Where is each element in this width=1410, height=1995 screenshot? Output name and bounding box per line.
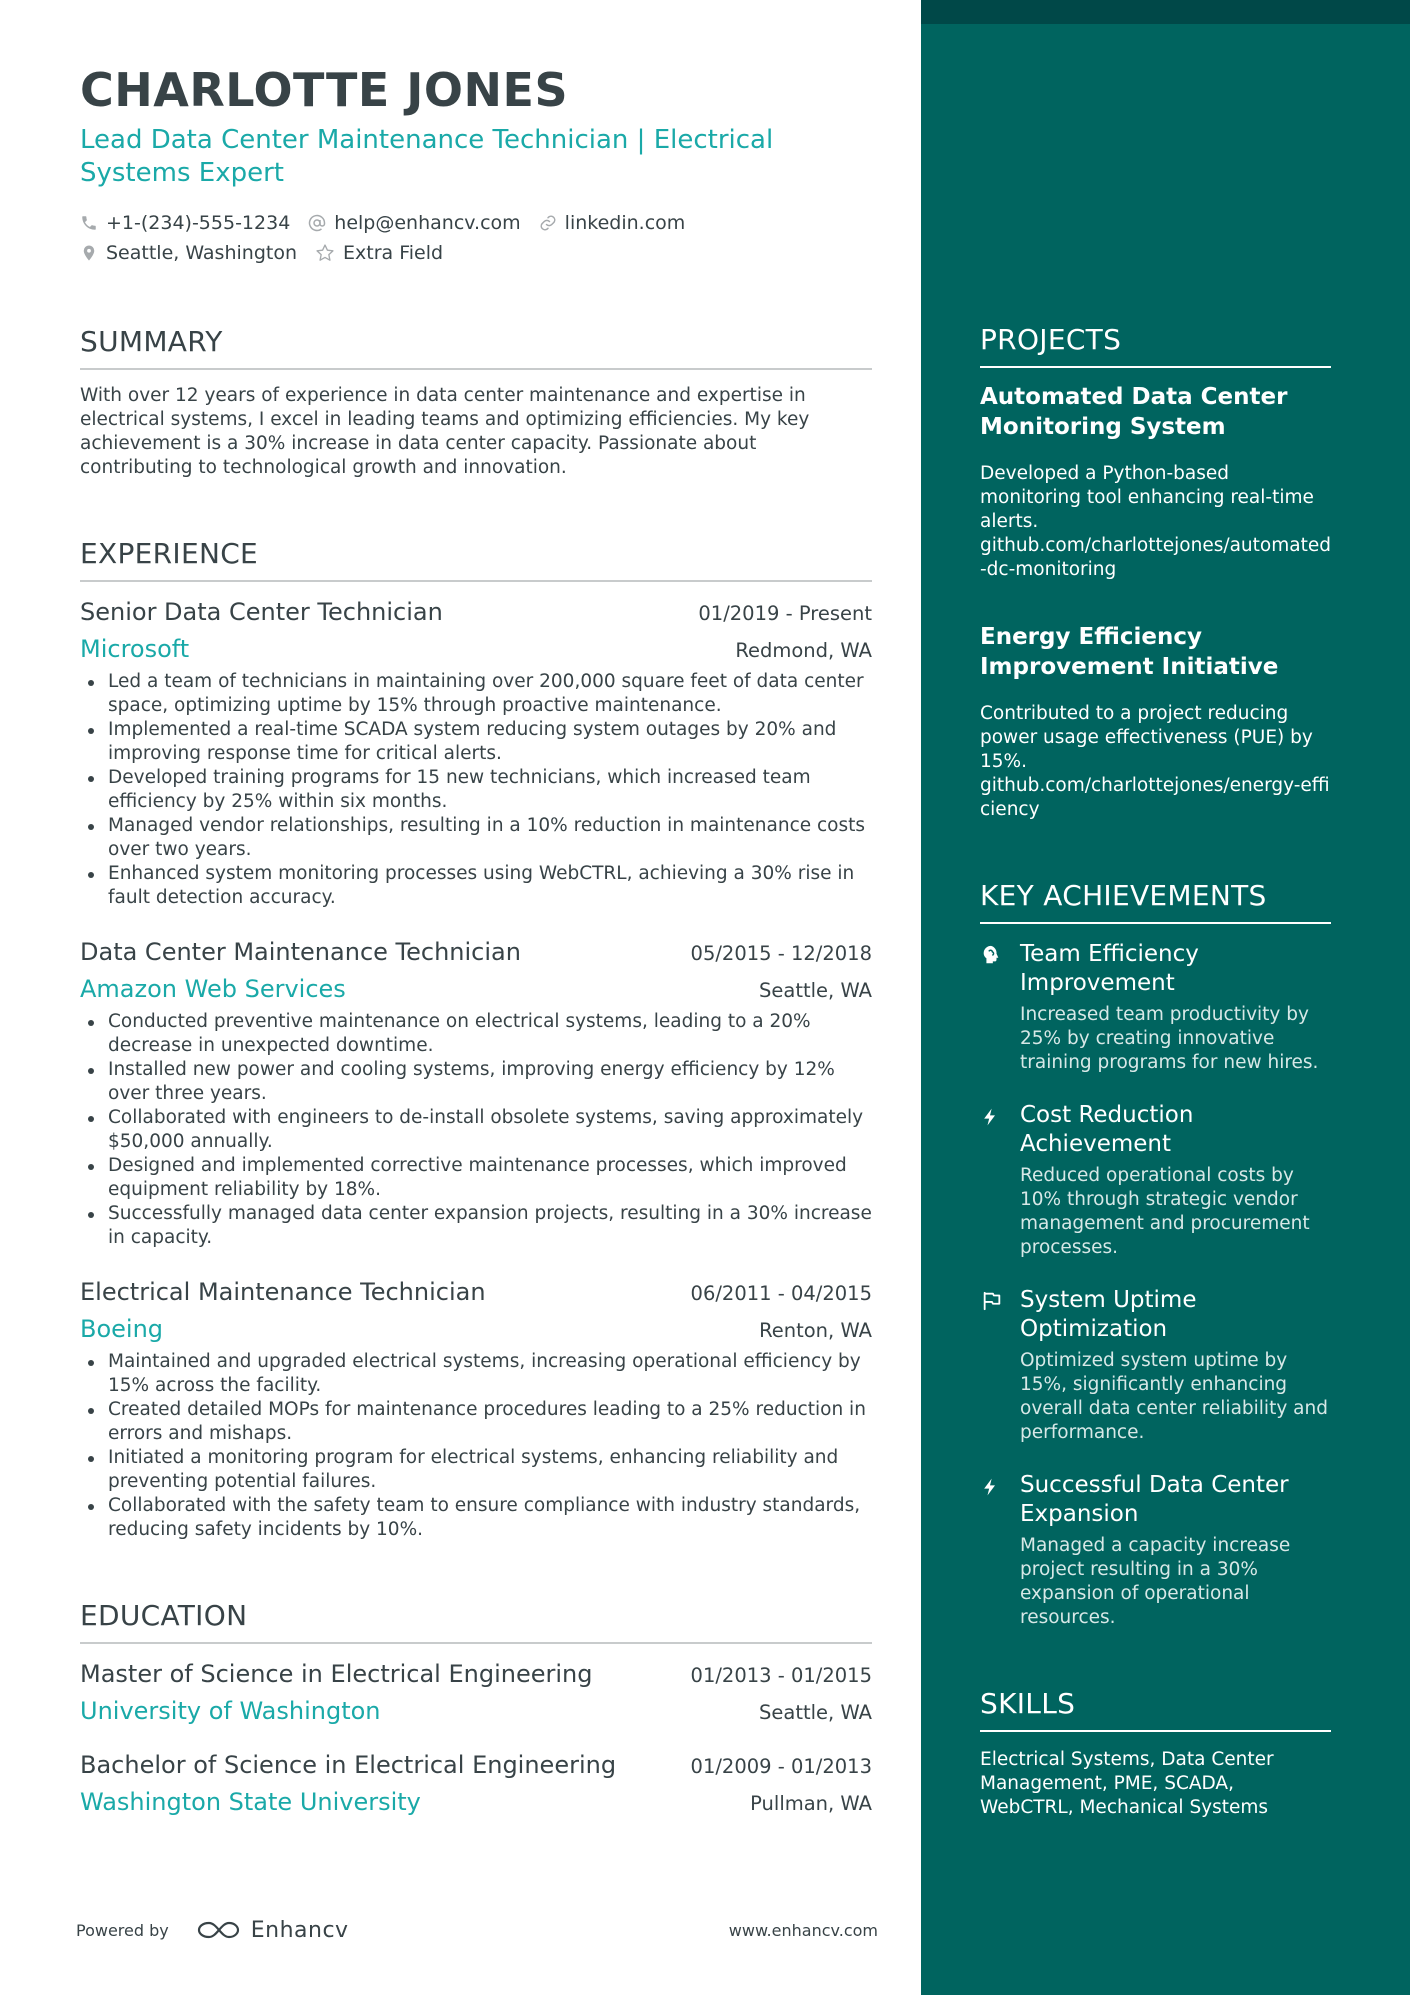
at-icon: [308, 214, 326, 232]
candidate-headline: [80, 124, 800, 190]
bullet-item: Conducted preventive maintenance on electrical systems, leading to a 20% decrease in unexpected downtime.: [80, 1010, 872, 1058]
experience-item: [80, 596, 872, 910]
sidebar-top-bar: [921, 0, 1410, 24]
brand-name: Enhancv: [250, 1917, 349, 1943]
project-desc-text: Contributed to a project reducing power usage effectiveness (PUE) by 15%.: [980, 703, 1313, 772]
contact-location: [80, 242, 297, 264]
contact-row-2: [80, 238, 872, 268]
bullet-item: Managed vendor relationships, resulting in a 10% reduction in maintenance costs over two years.: [80, 814, 872, 862]
achievements-section: [980, 878, 1331, 1630]
section-divider: [980, 922, 1331, 924]
job-bullets: [80, 1350, 872, 1542]
experience-item: [80, 936, 872, 1250]
degree-title: Master of Science in Electrical Engineering: [80, 1660, 593, 1688]
contact-email[interactable]: [308, 212, 520, 234]
section-divider: [80, 1642, 872, 1644]
bullet-item: Enhanced system monitoring processes using WebCTRL, achieving a 30% rise in fault detection accuracy.: [80, 862, 872, 910]
job-dates: 06/2011 - 04/2015: [690, 1282, 872, 1305]
edu-header-row: [80, 1749, 872, 1781]
achievement-item: [980, 1101, 1331, 1260]
star-icon: [315, 243, 335, 263]
job-header-row: [80, 1276, 872, 1308]
achievement-item: [980, 1286, 1331, 1445]
achievement-body: [1020, 1101, 1331, 1260]
education-item: [80, 1658, 872, 1727]
achievement-icon-wrap: [980, 1471, 1020, 1630]
sidebar-content: [980, 322, 1331, 1820]
bullet-item: Maintained and upgraded electrical systems, increasing operational efficiency by 15% across the facility.: [80, 1350, 872, 1398]
powered-by[interactable]: [76, 1918, 349, 1943]
website-link[interactable]: www.enhancv.com: [728, 1920, 878, 1940]
bullet-item: Initiated a monitoring program for electrical systems, enhancing reliability and preventing potential failures.: [80, 1446, 872, 1494]
job-header-row: [80, 936, 872, 968]
education-section: [80, 1598, 872, 1818]
achievement-description: Reduced operational costs by 10% through strategic vendor management and procurement processes.: [1020, 1165, 1310, 1258]
project-desc-text: Developed a Python-based monitoring tool enhancing real-time alerts.: [980, 463, 1314, 532]
job-title: Data Center Maintenance Technician: [80, 938, 521, 966]
lightning-icon: [980, 1105, 1000, 1129]
job-company[interactable]: Boeing: [80, 1315, 164, 1343]
job-location: Renton, WA: [759, 1319, 872, 1342]
achievement-description: Increased team productivity by 25% by creating innovative training programs for new hires.: [1020, 1004, 1319, 1073]
achievement-title: System Uptime Optimization: [1020, 1287, 1197, 1342]
bullet-item: Designed and implemented corrective maintenance processes, which improved equipment reliability by 18%.: [80, 1154, 872, 1202]
achievement-description: Optimized system uptime by 15%, significantly enhancing overall data center reliability and performance.: [1020, 1350, 1328, 1443]
edu-school-row: [80, 1781, 872, 1818]
extra-field-text: Extra Field: [343, 242, 444, 264]
section-divider: [980, 366, 1331, 368]
lightning-icon: [980, 1475, 1000, 1499]
project-link[interactable]: github.com/charlottejones/automated-dc-monitoring: [980, 535, 1331, 580]
contact-linkedin[interactable]: [539, 212, 686, 234]
summary-section: [80, 324, 872, 480]
enhancv-logo-icon: [195, 1918, 243, 1942]
job-bullets: [80, 1010, 872, 1250]
achievement-title: Successful Data Center Expansion: [1020, 1472, 1289, 1527]
bullet-item: Created detailed MOPs for maintenance procedures leading to a 25% reduction in errors and mishaps.: [80, 1398, 872, 1446]
headline-line-1: Lead Data Center Maintenance Technician | Electrical: [80, 125, 774, 155]
email-text: help@enhancv.com: [334, 212, 521, 234]
job-header-row: [80, 596, 872, 628]
section-title-skills: SKILLS: [980, 1687, 1076, 1720]
achievement-body: [1020, 1286, 1331, 1445]
experience-section: [80, 536, 872, 1542]
achievement-icon-wrap: [980, 1101, 1020, 1260]
achievement-icon-wrap: [980, 1286, 1020, 1445]
project-title: Energy Efficiency Improvement Initiative: [980, 624, 1279, 680]
candidate-name: CHARLOTTE JONES: [80, 63, 569, 117]
project-item: [980, 382, 1331, 582]
bullet-item: Implemented a real-time SCADA system reducing system outages by 20% and improving response time for critical alerts.: [80, 718, 872, 766]
school-name[interactable]: University of Washington: [80, 1697, 381, 1725]
edu-location: Pullman, WA: [750, 1792, 872, 1815]
achievement-description: Managed a capacity increase project resulting in a 30% expansion of operational resources.: [1020, 1535, 1291, 1628]
job-title: Electrical Maintenance Technician: [80, 1278, 486, 1306]
bullet-item: Developed training programs for 15 new technicians, which increased team efficiency by 25% within six months.: [80, 766, 872, 814]
bullet-item: Successfully managed data center expansion projects, resulting in a 30% increase in capacity.: [80, 1202, 872, 1250]
flag-icon: [980, 1290, 1004, 1312]
project-description: [980, 462, 1331, 582]
location-pin-icon: [80, 243, 98, 263]
sidebar: [921, 0, 1410, 1995]
section-divider: [980, 1730, 1331, 1732]
contact-row-1: [80, 208, 872, 238]
contact-phone[interactable]: [80, 212, 290, 234]
section-divider: [80, 580, 872, 582]
edu-header-row: [80, 1658, 872, 1690]
brain-icon: [980, 944, 1002, 966]
job-dates: 05/2015 - 12/2018: [690, 942, 872, 965]
job-company[interactable]: Amazon Web Services: [80, 975, 346, 1003]
section-title-projects: PROJECTS: [980, 323, 1122, 356]
degree-title: Bachelor of Science in Electrical Engineering: [80, 1751, 617, 1779]
bullet-item: Led a team of technicians in maintaining over 200,000 square feet of data center space, optimizing uptime by 15% through proactive maintenance.: [80, 670, 872, 718]
main-column: [80, 62, 872, 1818]
link-icon: [539, 214, 557, 232]
achievement-body: [1020, 940, 1331, 1075]
powered-by-label: Powered by: [76, 1920, 169, 1940]
bullet-item: Installed new power and cooling systems, improving energy efficiency by 12% over three years.: [80, 1058, 872, 1106]
projects-section: [980, 322, 1331, 822]
achievement-item: [980, 1471, 1331, 1630]
edu-school-row: [80, 1690, 872, 1727]
bullet-item: Collaborated with engineers to de-install obsolete systems, saving approximately $50,000 annually.: [80, 1106, 872, 1154]
section-title-education: EDUCATION: [80, 1599, 248, 1632]
section-title-summary: SUMMARY: [80, 325, 223, 358]
project-link[interactable]: github.com/charlottejones/energy-efficiency: [980, 775, 1330, 820]
section-title-experience: EXPERIENCE: [80, 537, 259, 570]
job-location: Seattle, WA: [759, 979, 872, 1002]
location-text: Seattle, Washington: [106, 242, 297, 264]
headline-line-2: Systems Expert: [80, 158, 284, 188]
achievement-icon-wrap: [980, 940, 1020, 1075]
job-company[interactable]: Microsoft: [80, 635, 190, 663]
achievement-item: [980, 940, 1331, 1075]
bullet-item: Collaborated with the safety team to ensure compliance with industry standards, reducing safety incidents by 10%.: [80, 1494, 872, 1542]
school-name[interactable]: Washington State University: [80, 1788, 421, 1816]
job-company-row: [80, 628, 872, 665]
achievement-title: Team Efficiency Improvement: [1020, 941, 1199, 996]
edu-dates: 01/2009 - 01/2013: [690, 1755, 872, 1778]
summary-text: With over 12 years of experience in data center maintenance and expertise in electrical systems, I excel in leading teams and optimizing efficiencies. My key achievement is a 30% increase in data center capacity. Passionate about contributing to technological growth and innovation.: [80, 385, 810, 478]
phone-icon: [80, 214, 98, 232]
skills-section: [980, 1686, 1331, 1820]
section-divider: [80, 368, 872, 370]
edu-dates: 01/2013 - 01/2015: [690, 1664, 872, 1687]
job-title: Senior Data Center Technician: [80, 598, 443, 626]
linkedin-text: linkedin.com: [564, 212, 686, 234]
achievement-body: [1020, 1471, 1331, 1630]
project-item: [980, 622, 1331, 822]
experience-item: [80, 1276, 872, 1542]
job-location: Redmond, WA: [735, 639, 872, 662]
job-company-row: [80, 968, 872, 1005]
job-bullets: [80, 670, 872, 910]
education-item: [80, 1749, 872, 1818]
phone-text: +1-(234)-555-1234: [106, 212, 291, 234]
project-title: Automated Data Center Monitoring System: [980, 384, 1288, 440]
contact-info: [80, 208, 872, 268]
edu-location: Seattle, WA: [759, 1701, 872, 1724]
job-dates: 01/2019 - Present: [698, 602, 872, 625]
job-company-row: [80, 1308, 872, 1345]
section-title-achievements: KEY ACHIEVEMENTS: [980, 879, 1267, 912]
skills-text: Electrical Systems, Data Center Management, PME, SCADA, WebCTRL, Mechanical Systems: [980, 1749, 1274, 1818]
footer: [76, 1914, 878, 1946]
contact-extra: [315, 242, 443, 264]
achievement-title: Cost Reduction Achievement: [1020, 1102, 1194, 1157]
project-description: [980, 702, 1331, 822]
